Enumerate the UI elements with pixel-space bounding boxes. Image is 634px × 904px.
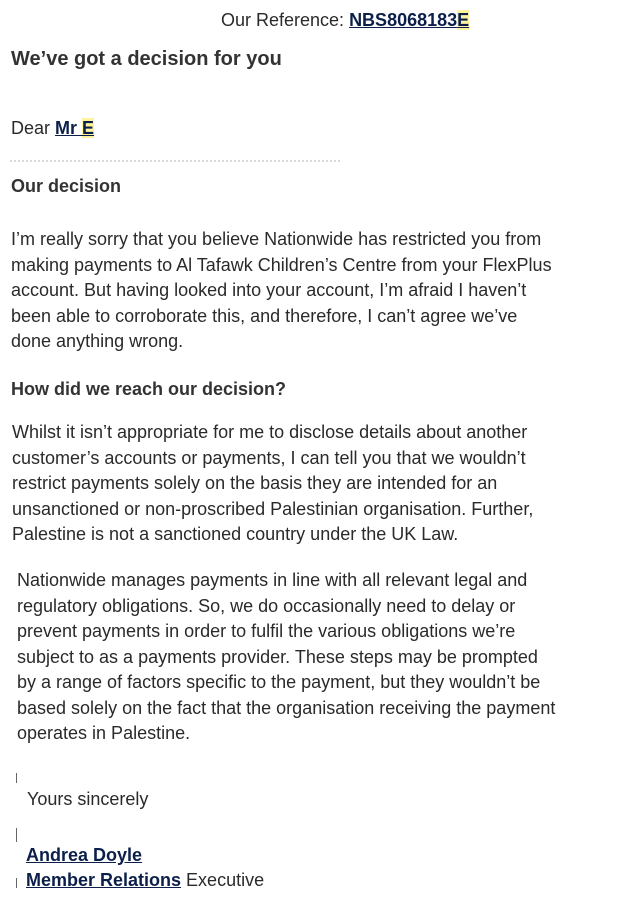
reasoning-line: Palestine is not a sanctioned country under the UK Law. bbox=[12, 524, 459, 544]
reasoning-line: customer’s accounts or payments, I can tell you that we wouldn’t bbox=[12, 447, 526, 468]
page-title: We’ve got a decision for you bbox=[11, 48, 282, 70]
reasoning-heading: How did we reach our decision? bbox=[11, 379, 287, 399]
reasoning-line: unsanctioned or non-proscribed Palestinian organisation. Further, bbox=[12, 498, 534, 519]
decision-heading: Our decision bbox=[11, 176, 122, 196]
reasoning-line: subject to as a payments provider. These steps may be prompted bbox=[17, 646, 538, 667]
decision-line: I’m really sorry that you believe Nationwide has restricted you from bbox=[11, 229, 542, 249]
margin-mark bbox=[16, 828, 17, 842]
reasoning-line: based solely on the fact that the organisation receiving the payment bbox=[17, 697, 556, 718]
reasoning-line: Whilst it isn’t appropriate for me to disclose details about another bbox=[12, 422, 528, 442]
reasoning-paragraph-1 bbox=[12, 420, 632, 548]
reasoning-line: regulatory obligations. So, we do occasionally need to delay or bbox=[17, 595, 516, 616]
member-relations-link[interactable]: Member Relations bbox=[26, 870, 182, 890]
reasoning-line: by a range of factors specific to the payment, but they wouldn’t be bbox=[17, 672, 541, 692]
divider bbox=[10, 160, 340, 164]
closing: Yours sincerely bbox=[27, 789, 149, 809]
reasoning-line: operates in Palestine. bbox=[17, 723, 191, 743]
signatory-role bbox=[26, 870, 264, 891]
salutation: Dear bbox=[11, 118, 56, 138]
margin-mark bbox=[16, 878, 17, 888]
decision-paragraph bbox=[11, 227, 631, 355]
reference-number-link[interactable] bbox=[349, 10, 469, 30]
reasoning-line: Nationwide manages payments in line with all relevant legal and bbox=[17, 570, 528, 590]
greeting bbox=[11, 118, 94, 139]
recipient-name-link[interactable] bbox=[55, 118, 94, 138]
reference-label: Our Reference: bbox=[221, 10, 350, 30]
reasoning-line: prevent payments in order to fulfil the various obligations we’re bbox=[17, 621, 516, 641]
decision-line: done anything wrong. bbox=[11, 331, 184, 351]
recipient-name-highlight: E bbox=[82, 118, 95, 138]
margin-mark bbox=[16, 773, 17, 783]
signatory-name-row bbox=[26, 845, 142, 866]
recipient-name: Mr bbox=[55, 118, 83, 138]
reference-line bbox=[221, 10, 469, 31]
reasoning-paragraph-2 bbox=[17, 568, 634, 747]
signatory-name-link[interactable]: Andrea Doyle bbox=[26, 845, 143, 865]
reference-number-highlight: E bbox=[457, 10, 470, 30]
reference-number: NBS8068183 bbox=[349, 10, 458, 30]
role-suffix: Executive bbox=[181, 870, 265, 890]
decision-line: making payments to Al Tafawk Children’s Centre from your FlexPlus bbox=[11, 254, 552, 275]
decision-line: account. But having looked into your account, I’m afraid I haven’t bbox=[11, 280, 527, 300]
decision-line: been able to corroborate this, and therefore, I can’t agree we’ve bbox=[11, 305, 518, 326]
reasoning-line: restrict payments solely on the basis they are intended for an bbox=[12, 473, 498, 493]
